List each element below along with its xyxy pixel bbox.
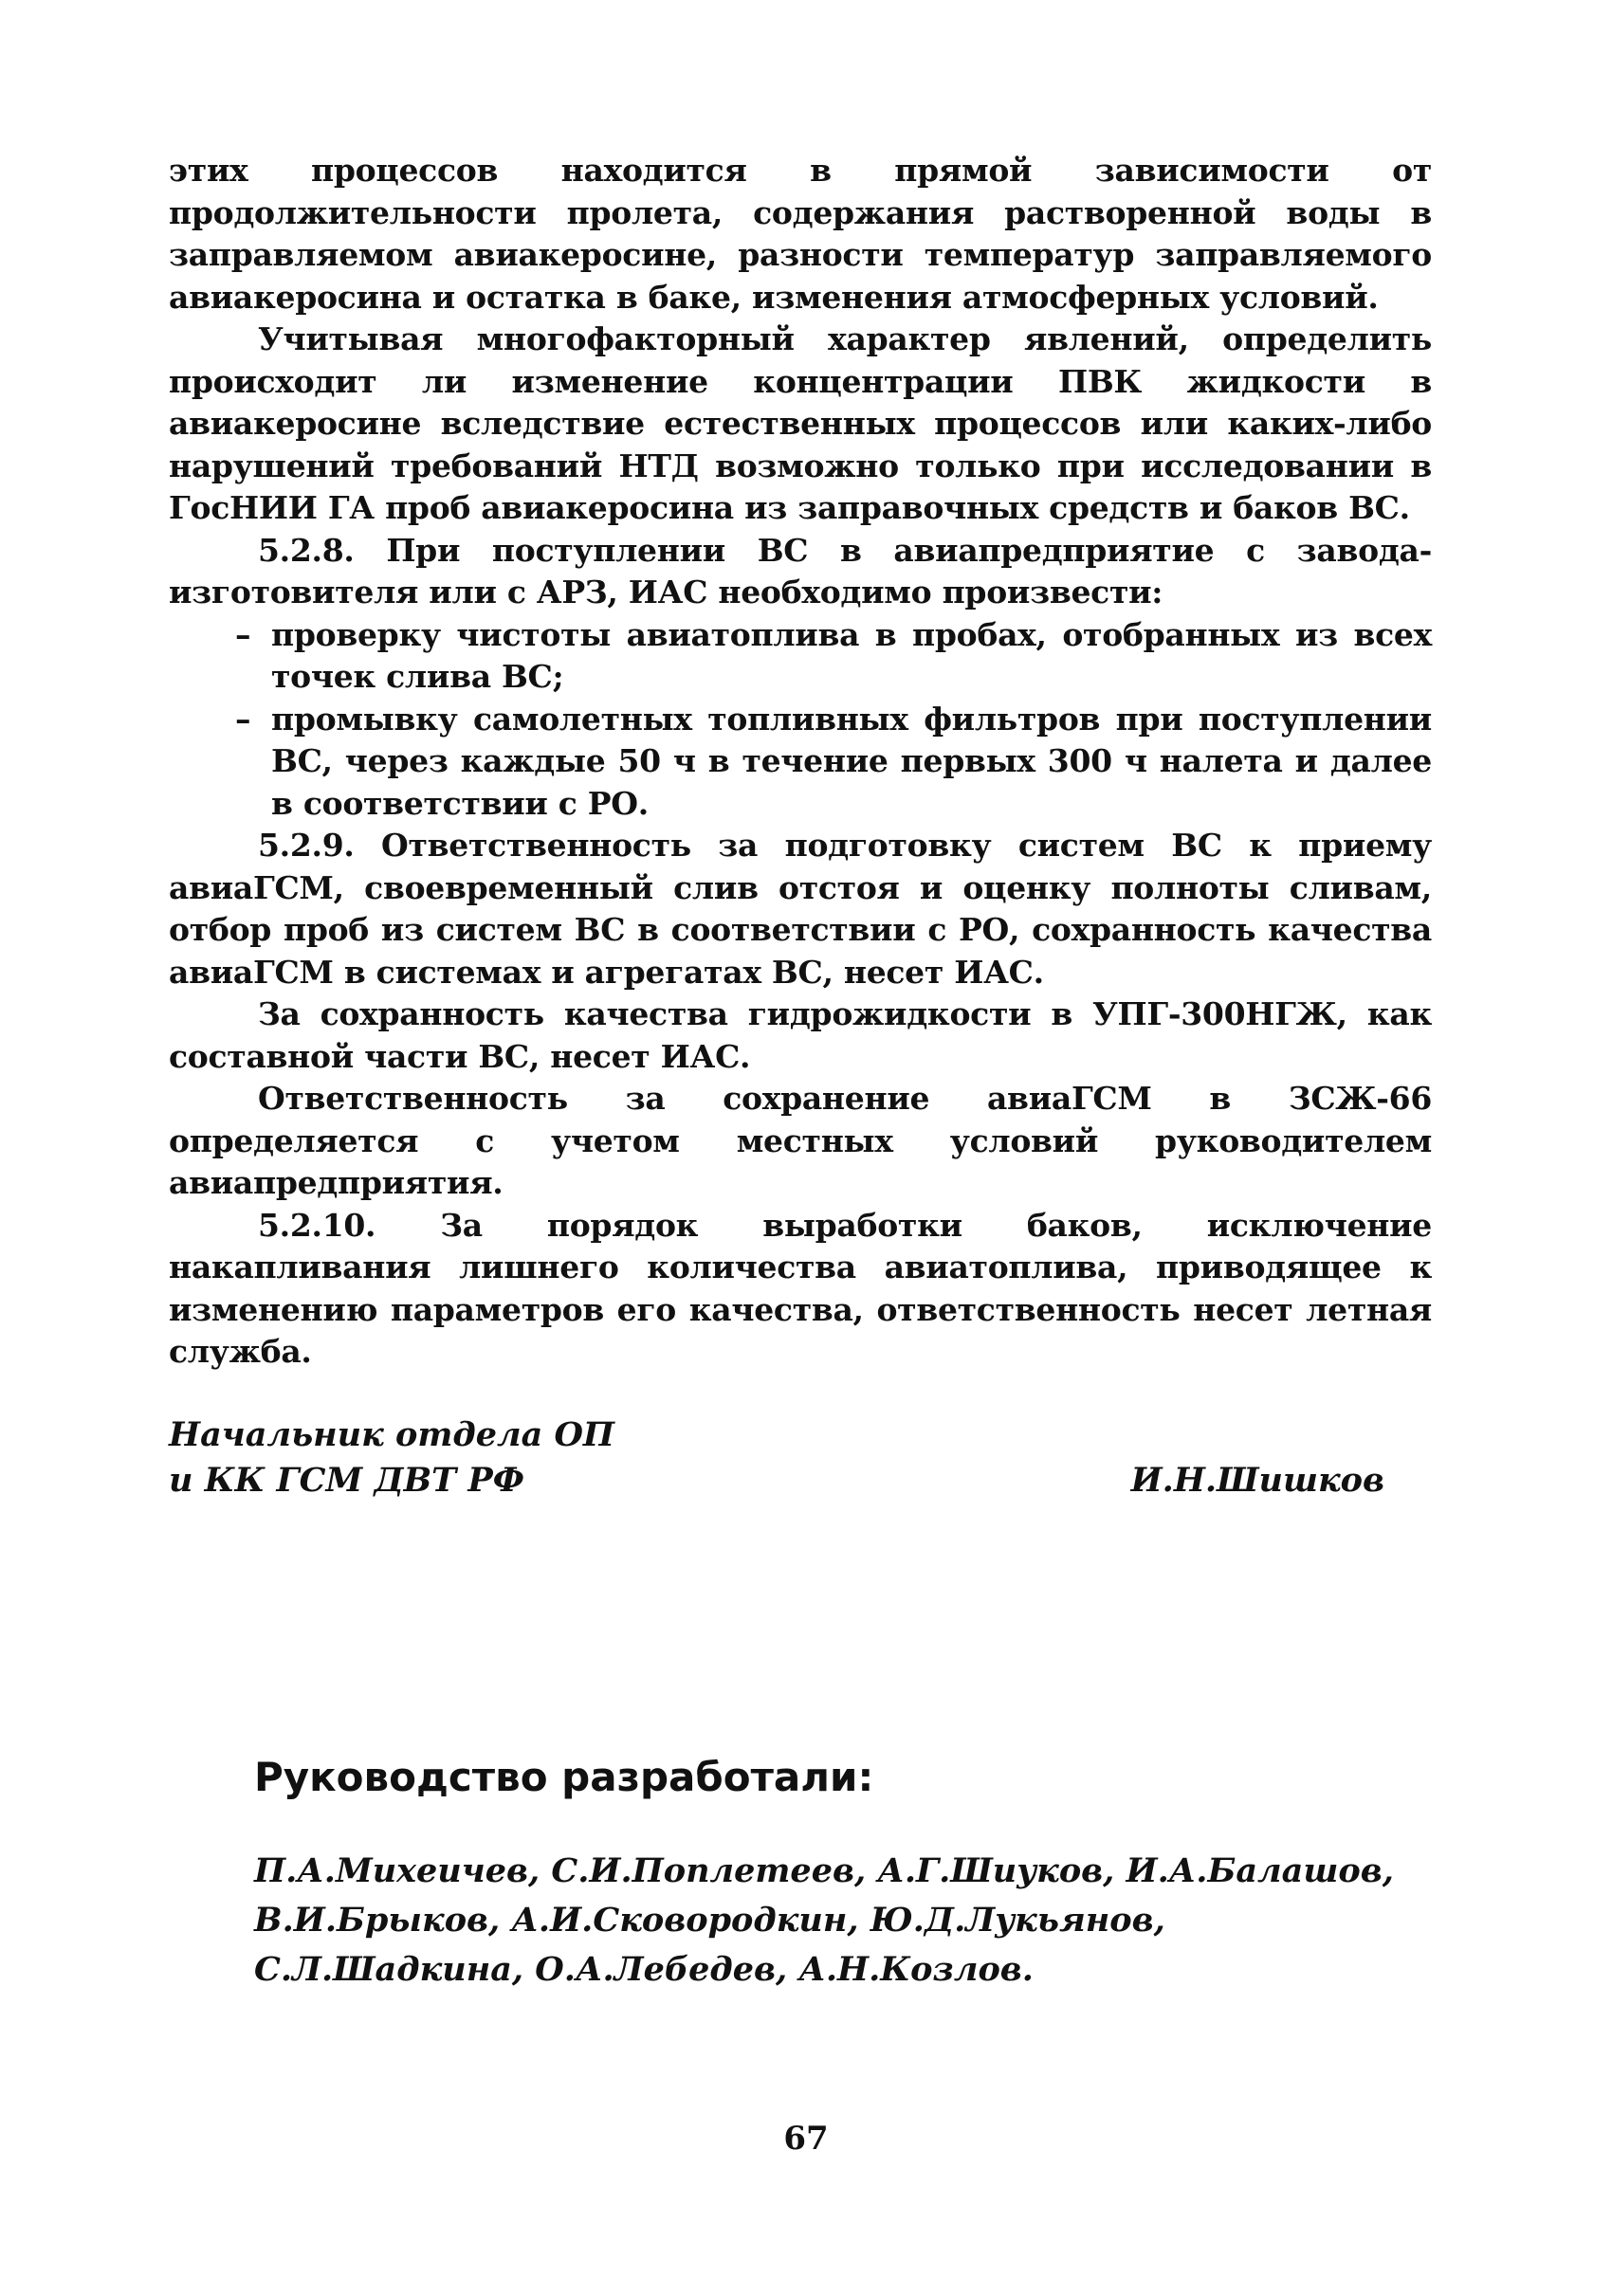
signature-block [169,1412,1432,1503]
bullet-item [169,614,1432,699]
paragraph-multifactor: Учитывая многофакторный характер явлений, определить происходит ли изменение концентрации ПВК жидкости в авиакеросине вследствие естественных процессов или каких-либо нарушений требований НТД возможно только при исследовании в ГосНИИ ГА проб авиакеросина из заправочных средств и баков ВС. [169,320,1432,526]
body-text [169,150,1432,1374]
bullet-text: промывку самолетных топливных фильтров при поступлении ВС, через каждые 50 ч в течение первых 300 ч налета и далее в соответствии с РО. [271,700,1432,822]
page-number: 67 [783,2120,829,2158]
developers-heading: Руководство разработали: [254,1754,874,1800]
signature-title-line2: и КК ГСМ ДВТ РФ [169,1461,524,1500]
paragraph-zszh: Ответственность за сохранение авиаГСМ в ЗСЖ-66 определяется с учетом местных условий руководителем авиапредприятия. [169,1080,1432,1201]
developers-names: П.А.Михеичев, С.И.Поплетеев, А.Г.Шиуков, И.А.Балашов, В.И.Брыков, А.И.Сковородкин, Ю.Д.Лукьянов, С.Л.Шадкина, О.А.Лебедев, А.Н.Козлов. [254,1851,1394,1989]
paragraph-hydraulic: За сохранность качества гидрожидкости в УПГ-300НГЖ, как составной части ВС, несет ИАС. [169,995,1432,1075]
bullet-dash: – [235,615,251,653]
bullet-dash: – [235,700,251,738]
bullet-text: проверку чистоты авиатоплива в пробах, отобранных из всех точек слива ВС; [271,615,1432,695]
signature-name: И.Н.Шишков [1130,1461,1384,1500]
paragraph-5-2-10: 5.2.10. За порядок выработки баков, исключение накапливания лишнего количества авиатоплива, приводящее к изменению параметров его качества, ответственность несет летная служба. [169,1206,1432,1370]
paragraph-5-2-9: 5.2.9. Ответственность за подготовку систем ВС к приему авиаГСМ, своевременный слив отстоя и оценку полноты сливам, отбор проб из систем ВС в соответствии с РО, сохранность качества авиаГСМ в системах и агрегатах ВС, несет ИАС. [169,827,1432,991]
paragraph-5-2-8: 5.2.8. При поступлении ВС в авиапредприятие с завода-изготовителя или с АРЗ, ИАС необходимо произвести: [169,531,1432,610]
paragraph-continuation: этих процессов находится в прямой зависимости от продолжительности пролета, содержания растворенной воды в заправляемом авиакеросине, разности температур заправляемого авиакеросина и остатка в баке, изменения атмосферных условий. [169,152,1432,316]
signature-title-line1: Начальник отдела ОП [169,1415,615,1454]
bullet-item [169,699,1432,826]
